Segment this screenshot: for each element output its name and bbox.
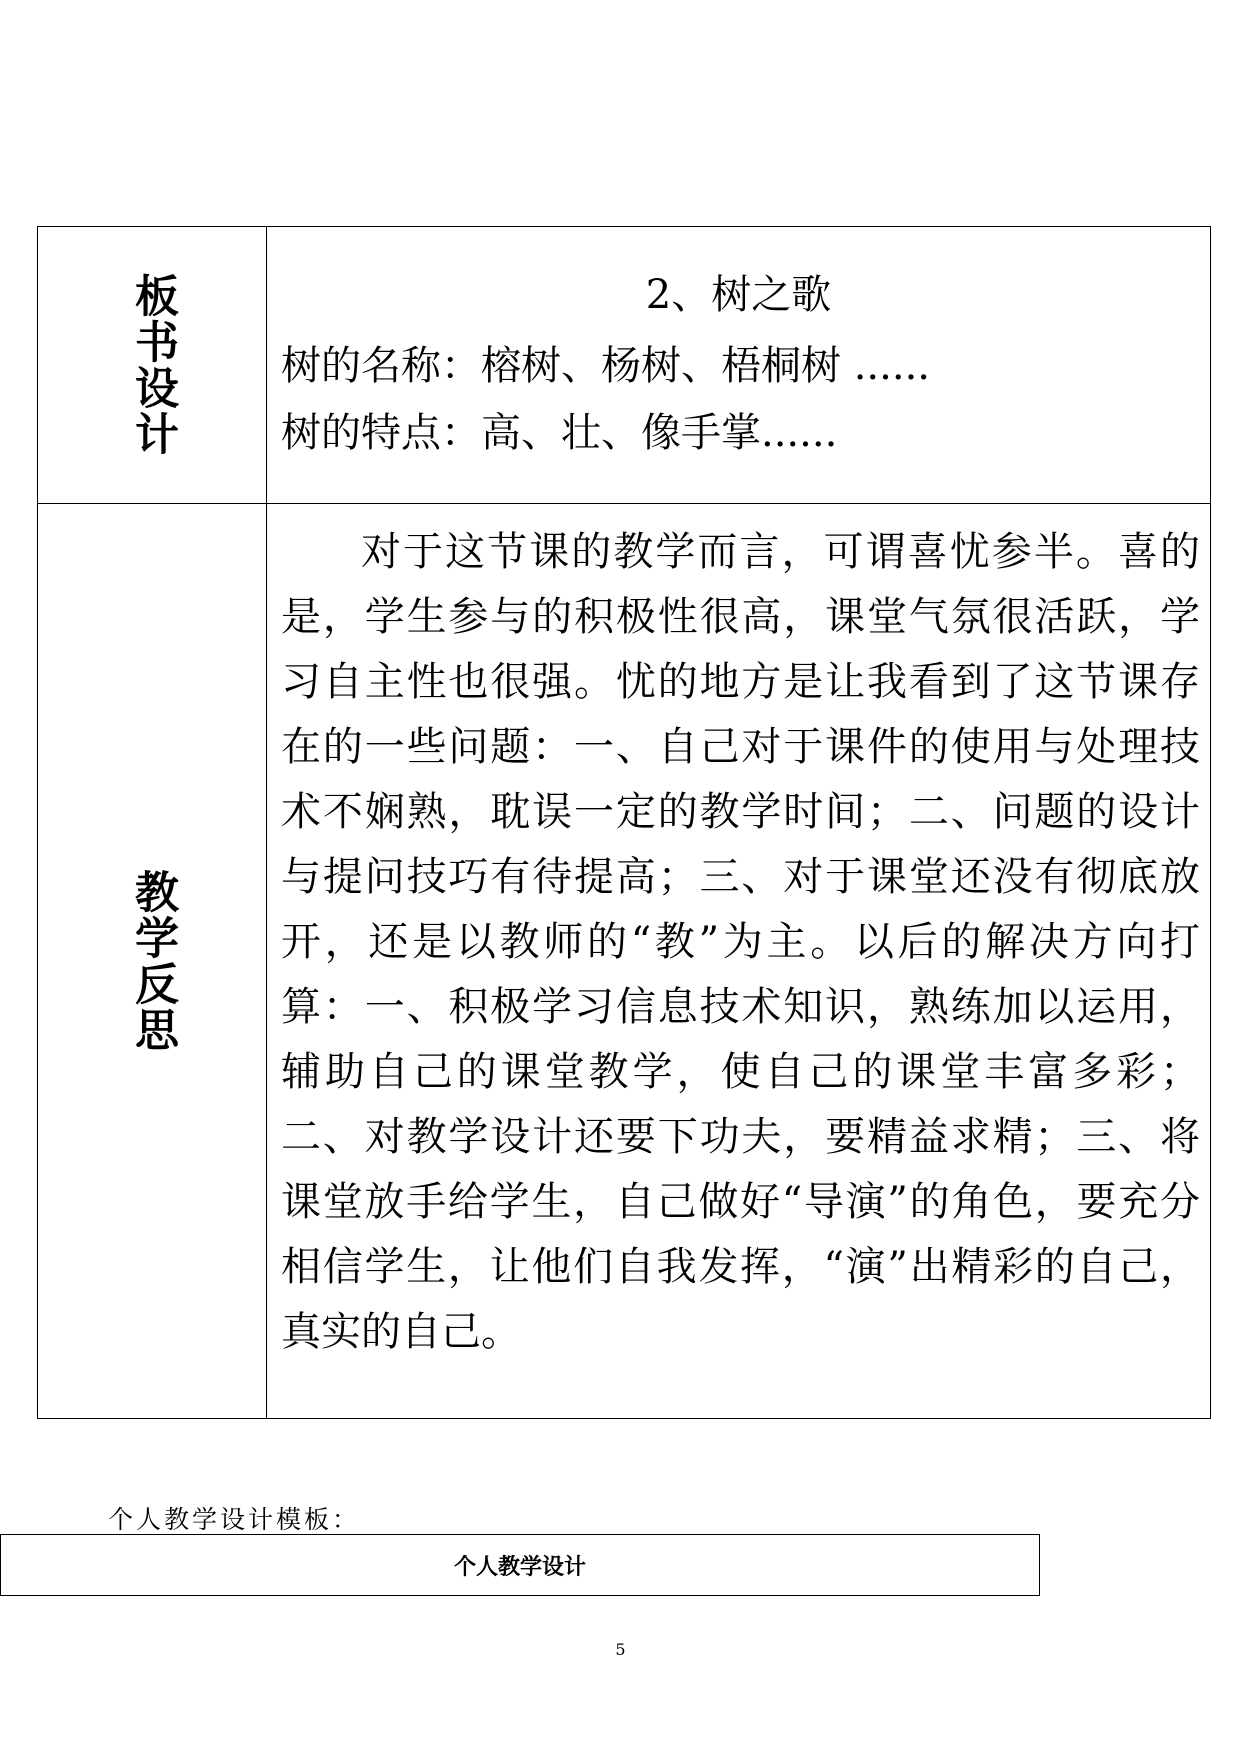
template-label: 个人教学设计模板： <box>108 1505 361 1534</box>
teaching-reflection-row <box>38 504 1210 1418</box>
board-design-row <box>38 227 1210 504</box>
board-design-content <box>267 227 1210 503</box>
board-title: 2、树之歌 <box>645 272 832 318</box>
reflection-text: 对于这节课的教学而言，可谓喜忧参半。喜的是，学生参与的积极性很高，课堂气氛很活跃，学习自主性也很强。忧的地方是让我看到了这节课存在的一些问题：一、自己对于课件的使用与处理技术不娴熟，耽误一定的教学时间；二、问题的设计与提问技巧有待提高；三、对于课堂还没有彻底放开，还是以教师的“教”为主。以后的解决方向打算：一、积极学习信息技术知识，熟练加以运用，辅助自己的课堂教学，使自己的课堂丰富多彩；二、对教学设计还要下功夫，要精益求精；三、将课堂放手给学生，自己做好“导演”的角色，要充分相信学生，让他们自我发挥，“演”出精彩的自己，真实的自己。 <box>281 529 1200 1355</box>
template-box <box>0 1534 1040 1596</box>
lesson-table <box>37 226 1211 1419</box>
board-design-label-cell <box>38 227 267 503</box>
teaching-reflection-content <box>267 504 1210 1418</box>
teaching-reflection-label-cell <box>38 504 267 1418</box>
teaching-reflection-label: 教学反思 <box>127 869 178 1053</box>
tree-names-line: 树的名称：榕树、杨树、梧桐树 ...... <box>281 343 931 389</box>
page-number: 5 <box>615 1640 626 1659</box>
board-design-label: 板书设计 <box>127 273 178 457</box>
template-title: 个人教学设计 <box>453 1554 586 1580</box>
tree-features-line: 树的特点：高、壮、像手掌...... <box>281 410 838 456</box>
